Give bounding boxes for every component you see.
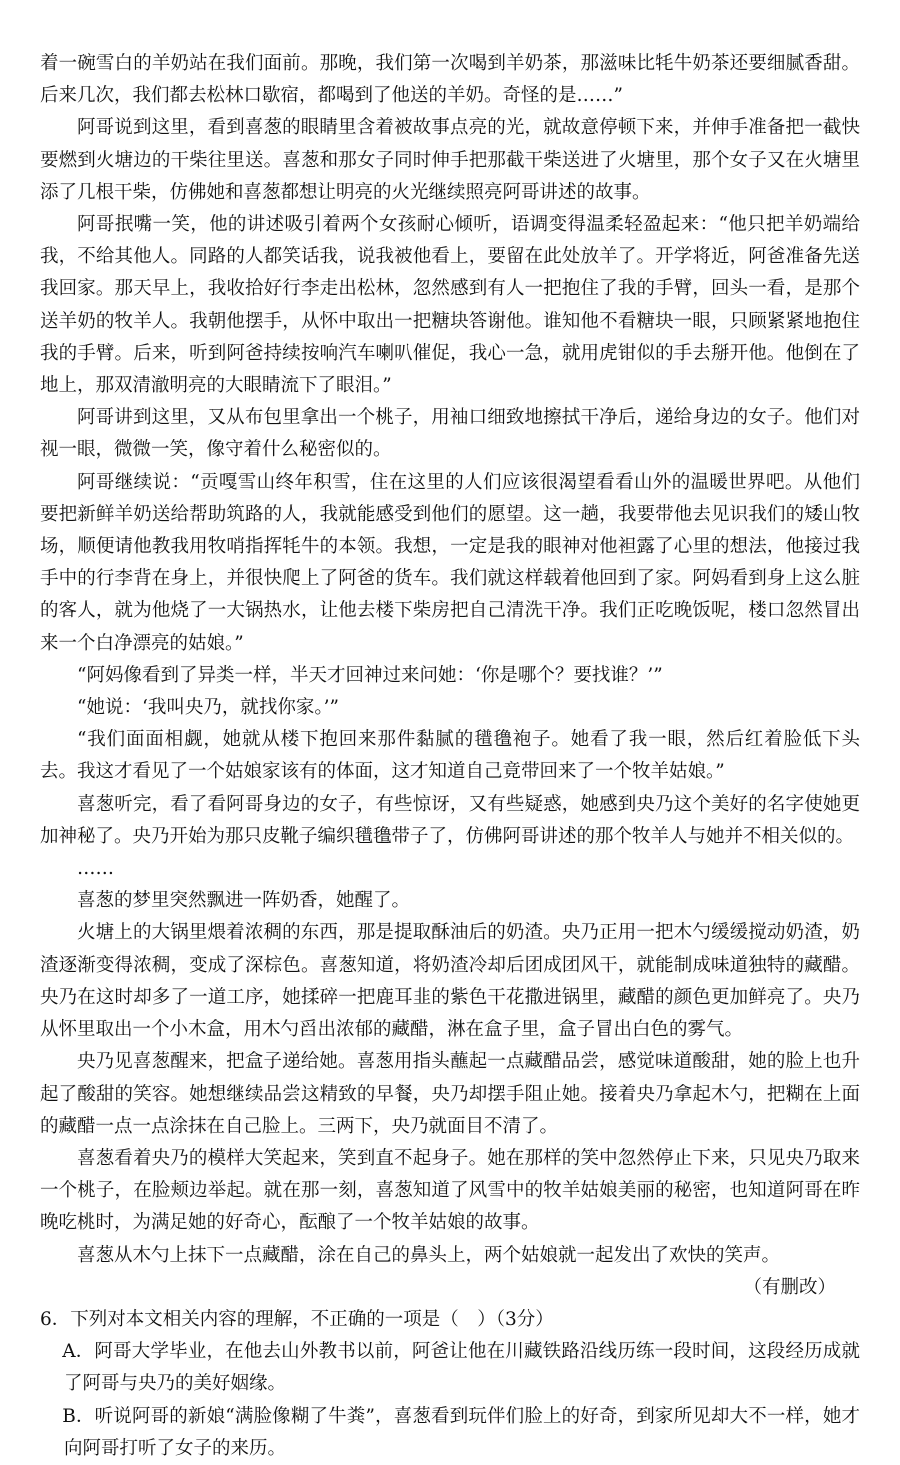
source-note: （有删改） [743, 1276, 836, 1298]
story-paragraph: 喜葱的梦里突然飘进一阵奶香，她醒了。 [77, 890, 411, 912]
option-a [40, 1336, 860, 1400]
story-paragraph: 喜葱看着央乃的模样大笑起来，笑到直不起身子。她在那样的笑中忽然停止下来，只见央乃取来一个桃子，在脸颊边举起。就在那一刻，喜葱知道了风雪中的牧羊姑娘美丽的秘密，也知道阿哥在昨晚吃桃时，为满足她的好奇心，酝酿了一个牧羊姑娘的故事。 [40, 1147, 860, 1234]
option-label: A． [62, 1341, 95, 1363]
story-paragraph: 着一碗雪白的羊奶站在我们面前。那晚，我们第一次喝到羊奶茶，那滋味比牦牛奶茶还要细腻香甜。后来几次，我们都去松林口歇宿，都喝到了他送的羊奶。奇怪的是……” [40, 53, 860, 107]
option-b [40, 1401, 860, 1465]
story-paragraph: …… [77, 858, 114, 880]
story-paragraph: “阿妈像看到了异类一样，半天才回神过来问她：‘你是哪个？要找谁？’” [77, 664, 663, 686]
story-paragraph: “她说：‘我叫央乃，就找你家。’” [77, 697, 339, 719]
question-6 [40, 1304, 860, 1465]
story-paragraph: 阿哥抿嘴一笑，他的讲述吸引着两个女孩耐心倾听，语调变得温柔轻盈起来：“他只把羊奶端给我，不给其他人。同路的人都笑话我，说我被他看上，要留在此处放羊了。开学将近，阿爸准备先送我回家。那天早上，我收拾好行李走出松林，忽然感到有人一把抱住了我的手臂，回头一看，是那个送羊奶的牧羊人。我朝他摆手，从怀中取出一把糖块答谢他。谁知他不看糖块一眼，只顾紧紧地抱住我的手臂。后来，听到阿爸持续按响汽车喇叭催促，我心一急，就用虎钳似的手去掰开他。他倒在了地上，那双清澈明亮的大眼睛流下了眼泪。” [40, 214, 860, 397]
question-options [40, 1336, 860, 1465]
question-stem: 6．下列对本文相关内容的理解，不正确的一项是（ ）（3分） [40, 1308, 554, 1330]
option-text: 阿哥大学毕业，在他去山外教书以前，阿爸让他在川藏铁路沿线历练一段时间，这段经历成就了阿哥与央乃的美好姻缘。 [64, 1341, 860, 1395]
story-paragraph: 喜葱听完，看了看阿哥身边的女子，有些惊讶，又有些疑惑，她感到央乃这个美好的名字使她更加神秘了。央乃开始为那只皮靴子编织氆氇带子了，仿佛阿哥讲述的那个牧羊人与她并不相关似的。 [40, 793, 860, 847]
option-text: 听说阿哥的新娘“满脸像糊了牛粪”，喜葱看到玩伴们脸上的好奇，到家所见却大不一样，她才向阿哥打听了女子的来历。 [64, 1405, 860, 1459]
story-paragraph: 阿哥讲到这里，又从布包里拿出一个桃子，用袖口细致地擦拭干净后，递给身边的女子。他们对视一眼，微微一笑，像守着什么秘密似的。 [40, 407, 860, 461]
story-paragraph: 喜葱从木勺上抹下一点藏醋，涂在自己的鼻头上，两个姑娘就一起发出了欢快的笑声。 [77, 1244, 781, 1266]
story-paragraph: 阿哥说到这里，看到喜葱的眼睛里含着被故事点亮的光，就故意停顿下来，并伸手准备把一截快要燃到火塘边的干柴往里送。喜葱和那女子同时伸手把那截干柴送进了火塘里，那个女子又在火塘里添了几根干柴，仿佛她和喜葱都想让明亮的火光继续照亮阿哥讲述的故事。 [40, 117, 860, 203]
option-label: B． [62, 1405, 95, 1427]
story-paragraph: “我们面面相觑，她就从楼下抱回来那件黏腻的氆氇袍子。她看了我一眼，然后红着脸低下头去。我这才看见了一个姑娘家该有的体面，这才知道自己竟带回来了一个牧羊姑娘。” [40, 729, 860, 783]
story-paragraph: 火塘上的大锅里煨着浓稠的东西，那是提取酥油后的奶渣。央乃正用一把木勺缓缓搅动奶渣，奶渣逐渐变得浓稠，变成了深棕色。喜葱知道，将奶渣冷却后团成团风干，就能制成味道独特的藏醋。央乃在这时却多了一道工序，她揉碎一把鹿耳韭的紫色干花撒进锅里，藏醋的颜色更加鲜亮了。央乃从怀里取出一个小木盒，用木勺舀出浓郁的藏醋，淋在盒子里，盒子冒出白色的雾气。 [40, 922, 860, 1041]
story-paragraph: 央乃见喜葱醒来，把盒子递给她。喜葱用指头蘸起一点藏醋品尝，感觉味道酸甜，她的脸上也升起了酸甜的笑容。她想继续品尝这精致的早餐，央乃却摆手阻止她。接着央乃拿起木勺，把糊在上面的藏醋一点一点涂抹在自己脸上。三两下，央乃就面目不清了。 [40, 1051, 860, 1137]
story-text [40, 48, 860, 1272]
story-paragraph: 阿哥继续说：“贡嘎雪山终年积雪，住在这里的人们应该很渴望看看山外的温暖世界吧。从他们要把新鲜羊奶送给帮助筑路的人，我就能感受到他们的愿望。这一趟，我要带他去见识我们的矮山牧场，顺便请他教我用牧哨指挥牦牛的本领。我想，一定是我的眼神对他袒露了心里的想法，他接过我手中的行李背在身上，并很快爬上了阿爸的货车。我们就这样载着他回到了家。阿妈看到身上这么脏的客人，就为他烧了一大锅热水，让他去楼下柴房把自己清洗干净。我们正吃晚饭呢，楼口忽然冒出来一个白净漂亮的姑娘。” [40, 471, 860, 654]
